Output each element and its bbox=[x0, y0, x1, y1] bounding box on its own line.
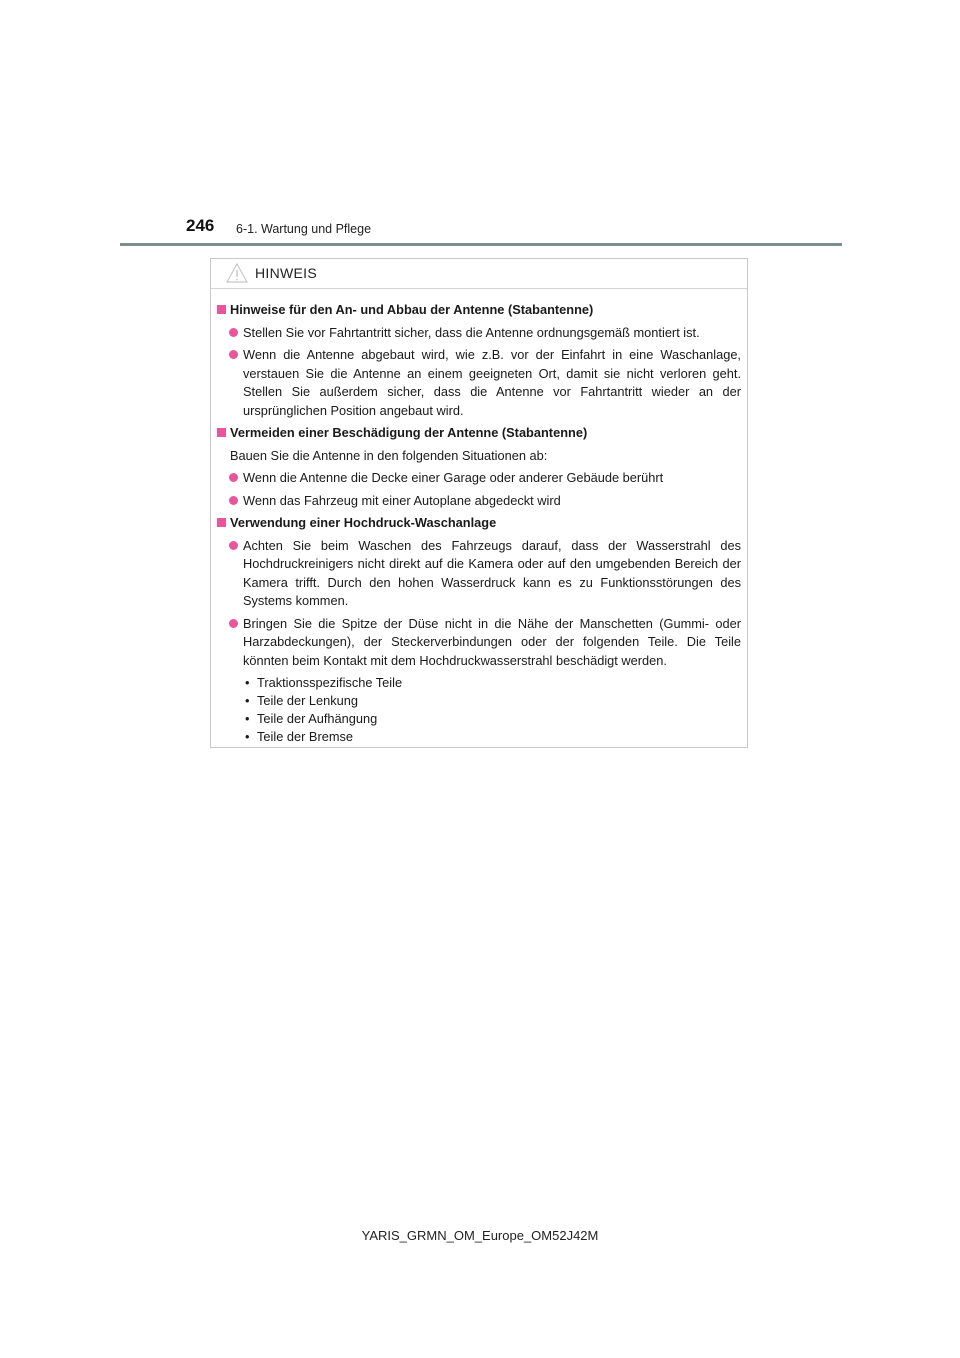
notice-box bbox=[210, 258, 748, 748]
page-number: 246 bbox=[186, 216, 215, 235]
bullet-dot-icon: • bbox=[245, 711, 250, 726]
list-item bbox=[217, 346, 741, 420]
circle-bullet-icon bbox=[229, 541, 238, 550]
circle-bullet-icon bbox=[229, 496, 238, 505]
bullet-dot-icon: • bbox=[245, 675, 250, 690]
square-bullet-icon bbox=[217, 518, 226, 527]
footer-code: YARIS_GRMN_OM_Europe_OM52J42M bbox=[361, 1228, 599, 1243]
circle-bullet-icon bbox=[229, 350, 238, 359]
section-intro: Bauen Sie die Antenne in den folgenden Situationen ab: bbox=[230, 447, 548, 463]
section-heading-text: Verwendung einer Hochdruck-Waschanlage bbox=[230, 515, 497, 530]
circle-bullet-icon bbox=[229, 473, 238, 482]
list-item bbox=[217, 324, 741, 343]
circle-bullet-icon bbox=[229, 619, 238, 628]
list-item-text: Achten Sie beim Waschen des Fahrzeugs darauf, dass der Wasserstrahl des Hochdruckreinigers nicht direkt auf die Kamera oder auf den umgebenden Bereich der Kamera trifft. Durch den hohen Wasserdruck kann es zu Funktionsstörungen des Systems kommen. bbox=[243, 537, 741, 608]
parts-list-item bbox=[243, 692, 741, 710]
section-heading-text: Hinweise für den An- und Abbau der Antenne (Stabantenne) bbox=[230, 302, 594, 317]
parts-list-item-text: Teile der Bremse bbox=[257, 729, 354, 744]
list-item bbox=[217, 615, 741, 671]
section-heading-text: Vermeiden einer Beschädigung der Antenne (Stabantenne) bbox=[230, 425, 588, 440]
list-item-text: Stellen Sie vor Fahrtantritt sicher, dass die Antenne ordnungsgemäß montiert ist. bbox=[243, 324, 700, 340]
list-item bbox=[217, 537, 741, 611]
section-title: 6-1. Wartung und Pflege bbox=[236, 222, 372, 236]
notice-header bbox=[211, 259, 747, 289]
header-rule bbox=[120, 243, 842, 246]
list-item-text: Wenn die Antenne die Decke einer Garage oder anderer Gebäude berührt bbox=[243, 470, 664, 485]
square-bullet-icon bbox=[217, 305, 226, 314]
section-heading bbox=[217, 424, 741, 443]
section-heading bbox=[217, 514, 741, 533]
parts-list-item-text: Teile der Aufhängung bbox=[257, 711, 378, 726]
warning-triangle-icon bbox=[226, 263, 248, 283]
notice-body bbox=[211, 289, 747, 746]
parts-list-item bbox=[243, 710, 741, 728]
parts-list-item bbox=[243, 728, 741, 746]
parts-list-item bbox=[243, 674, 741, 692]
section-heading bbox=[217, 301, 741, 320]
parts-list-item-text: Teile der Lenkung bbox=[257, 693, 359, 708]
list-item-text: Bringen Sie die Spitze der Düse nicht in die Nähe der Manschetten (Gummi- oder Harzabdeckungen), der Steckerverbindungen oder der folgenden Teile. Die Teile könnten beim Kontakt mit dem Hochdruckwasserstrahl beschädigt werden. bbox=[243, 615, 741, 668]
list-item bbox=[217, 492, 741, 511]
bullet-dot-icon: • bbox=[245, 693, 250, 708]
list-item-text: Wenn das Fahrzeug mit einer Autoplane abgedeckt wird bbox=[243, 492, 561, 508]
notice-title: HINWEIS bbox=[255, 265, 317, 281]
parts-list bbox=[217, 674, 741, 746]
parts-list-item-text: Traktionsspezifische Teile bbox=[257, 675, 403, 690]
circle-bullet-icon bbox=[229, 328, 238, 337]
list-item bbox=[217, 469, 741, 488]
square-bullet-icon bbox=[217, 428, 226, 437]
bullet-dot-icon: • bbox=[245, 729, 250, 744]
list-item-text: Wenn die Antenne abgebaut wird, wie z.B. vor der Einfahrt in eine Waschanlage, verstauen Sie die Antenne an einem geeigneten Ort, damit sie nicht verloren geht. Stellen Sie außerdem sicher, dass die Antenne vor Fahrtantritt wieder an der ursprünglichen Position angebaut wird. bbox=[243, 347, 741, 418]
